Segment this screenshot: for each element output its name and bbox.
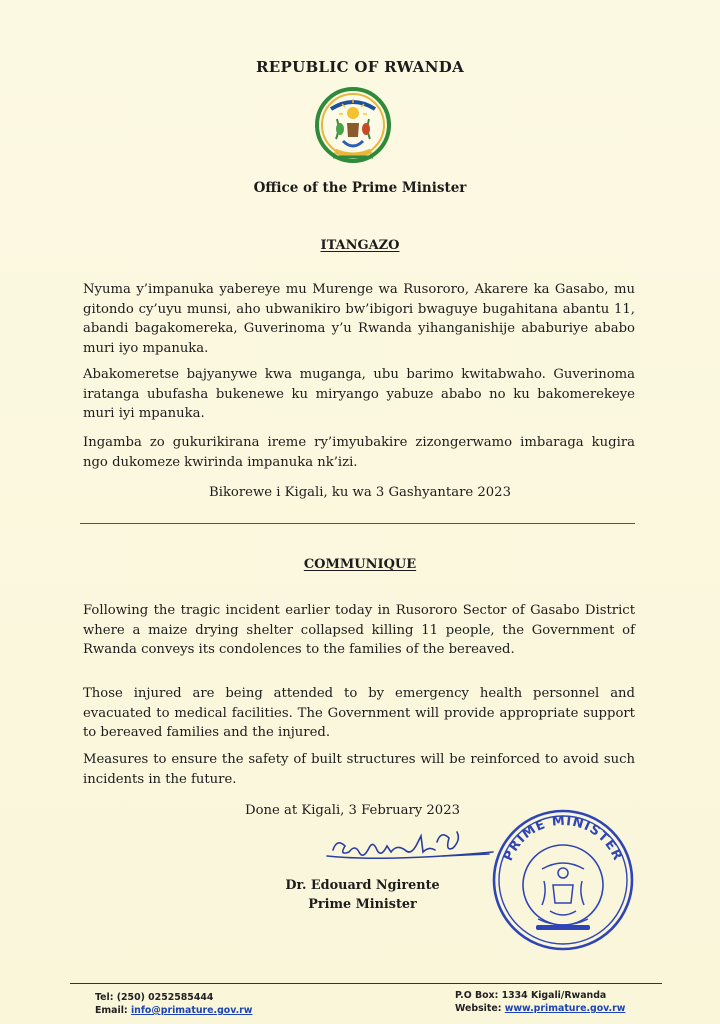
- coat-of-arms-icon: [313, 85, 393, 169]
- communique-date: Done at Kigali, 3 February 2023: [245, 803, 460, 818]
- footer-address: [455, 989, 625, 1015]
- signature-icon: [325, 822, 495, 872]
- footer-pobox-value: 1334 Kigali/Rwanda: [501, 990, 607, 1001]
- footer-pobox: [455, 989, 625, 1002]
- footer-website-label: Website:: [455, 1003, 502, 1014]
- country-heading: REPUBLIC OF RWANDA: [255, 58, 465, 76]
- footer-email-label: Email:: [95, 1005, 128, 1016]
- footer-contact: [95, 991, 252, 1017]
- itangazo-paragraph: Nyuma y’impanuka yabereye mu Murenge wa Rusororo, Akarere ka Gasabo, mu gitondo cy’uyu munsi, aho ubwanikiro bw’ibigori bwaguye bugahitana abantu 11, abandi bagakomereka, Guverinoma y’u Rwanda yihanganishije ababuriye ababo muri iyo mpanuka.: [83, 282, 635, 356]
- communique-title: COMMUNIQUE: [303, 557, 417, 572]
- footer-website-link[interactable]: www.primature.gov.rw: [504, 1003, 626, 1014]
- signatory-name: Dr. Edouard Ngirente: [285, 878, 440, 893]
- itangazo-title: ITANGAZO: [320, 238, 400, 253]
- footer-website: [455, 1002, 625, 1015]
- footer-tel: [95, 991, 252, 1004]
- communique-paragraph: Following the tragic incident earlier today in Rusororo Sector of Gasabo District where a maize drying shelter collapsed killing 11 people, the Government of Rwanda conveys its condolences to the families of the bereaved.: [83, 603, 635, 657]
- prime-minister-stamp-icon: [490, 807, 636, 953]
- footer-pobox-label: P.O Box:: [455, 990, 499, 1001]
- footer-tel-label: Tel:: [95, 992, 114, 1003]
- communique-paragraph: Those injured are being attended to by emergency health personnel and evacuated to medical facilities. The Government will provide appropriate support to bereaved families and the injured.: [83, 686, 635, 740]
- signatory-title: Prime Minister: [308, 897, 417, 912]
- footer-email-link[interactable]: info@primature.gov.rw: [130, 1005, 253, 1016]
- section-divider: [80, 523, 635, 524]
- itangazo-date: Bikorewe i Kigali, ku wa 3 Gashyantare 2023: [209, 485, 511, 500]
- footer-divider: [70, 983, 662, 984]
- footer-tel-value: (250) 0252585444: [116, 992, 214, 1003]
- communique-paragraph: Measures to ensure the safety of built structures will be reinforced to avoid such incidents in the future.: [83, 752, 635, 787]
- itangazo-paragraph: Abakomeretse bajyanywe kwa muganga, ubu barimo kwitabwaho. Guverinoma iratanga ubufasha bukenewe ku miryango yabuze ababo no ku bakomerekeye muri iyi mpanuka.: [83, 367, 635, 421]
- office-heading: Office of the Prime Minister: [253, 180, 467, 196]
- svg-text:PRIME MINISTER: PRIME MINISTER: [500, 813, 626, 864]
- footer-email: [95, 1004, 252, 1017]
- itangazo-paragraph: Ingamba zo gukurikirana ireme ry’imyubakire zizongerwamo imbaraga kugira ngo dukomeze kwirinda impanuka nk’izi.: [83, 435, 635, 470]
